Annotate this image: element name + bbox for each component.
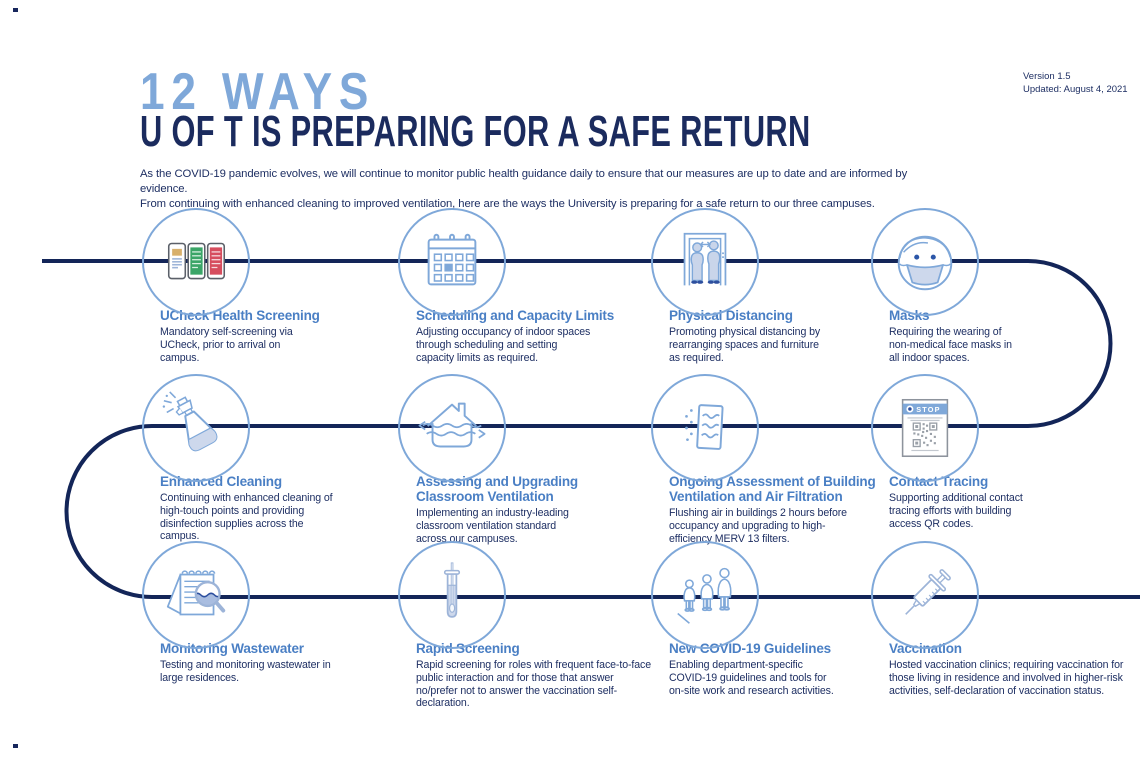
item-circle — [871, 541, 979, 649]
air-filter-icon — [668, 391, 742, 465]
item-circle — [142, 541, 250, 649]
item-monitoring-wastewater — [142, 541, 342, 685]
item-title: Rapid Screening — [416, 641, 520, 656]
item-desc: Testing and monitoring wastewater in large residences. — [160, 659, 331, 684]
item-ucheck-health-screening — [142, 208, 322, 364]
item-title: Assessing and Upgrading Classroom Ventilation — [416, 474, 578, 505]
item-circle — [398, 541, 506, 649]
item-new-covid-guidelines — [651, 541, 836, 697]
intro-line2: From continuing with enhanced cleaning to improved ventilation, here are the ways the University is preparing for a safe return to our three campuses. — [140, 197, 875, 210]
mask-face-icon — [888, 225, 962, 299]
item-scheduling-capacity-limits — [398, 208, 623, 364]
syringe-icon — [888, 558, 962, 632]
item-enhanced-cleaning — [142, 374, 337, 543]
item-circle — [651, 374, 759, 482]
intro-paragraph — [140, 167, 950, 212]
item-circle — [398, 208, 506, 316]
page-title-line1: 12 WAYS — [140, 63, 376, 121]
item-desc: Mandatory self-screening via UCheck, prior to arrival on campus. — [160, 326, 293, 364]
item-classroom-ventilation — [398, 374, 586, 545]
item-masks — [871, 208, 1021, 364]
item-circle — [142, 208, 250, 316]
item-desc: Enabling department-specific COVID-19 guidelines and tools for on-site work and research activities. — [669, 659, 834, 697]
item-title: Scheduling and Capacity Limits — [416, 308, 615, 323]
test-tube-icon — [415, 558, 489, 632]
item-vaccination — [871, 541, 1135, 697]
item-circle — [871, 374, 979, 482]
item-desc: Hosted vaccination clinics; requiring vaccination for those living in residence and involved in higher-risk activities, self-declaration of vaccination status. — [889, 659, 1124, 697]
house-ventilation-icon — [415, 391, 489, 465]
updated-label: Updated: August 4, 2021 — [1023, 84, 1128, 96]
item-desc: Continuing with enhanced cleaning of high-touch points and providing disinfection supplies across the campus. — [160, 492, 333, 543]
item-desc: Promoting physical distancing by rearranging spaces and furniture as required. — [669, 326, 821, 364]
item-title: Masks — [889, 308, 930, 323]
item-title: Vaccination — [889, 641, 962, 656]
item-circle — [651, 208, 759, 316]
item-title: Monitoring Wastewater — [160, 641, 304, 656]
item-circle — [142, 374, 250, 482]
item-title: Physical Distancing — [669, 308, 793, 323]
qr-poster-icon — [888, 391, 962, 465]
page-title-line2: U OF T IS PREPARING FOR A SAFE RETURN — [140, 107, 811, 156]
item-title: Ongoing Assessment of Building Ventilation and Air Filtration — [669, 474, 876, 505]
item-building-ventilation-filtration — [651, 374, 879, 545]
item-desc: Rapid screening for roles with frequent face-to-face public interaction and for those that answer no/prefer not to answer the vaccination self-declaration. — [416, 659, 652, 710]
item-desc: Flushing air in buildings 2 hours before occupancy and upgrading to high-efficiency MERV 13 filters. — [669, 507, 847, 545]
item-rapid-screening — [398, 541, 656, 710]
crop-mark — [13, 744, 18, 748]
item-desc: Implementing an industry-leading classroom ventilation standard across our campuses. — [416, 507, 569, 545]
item-desc: Supporting additional contact tracing efforts with building access QR codes. — [889, 492, 1023, 530]
item-contact-tracing — [871, 374, 1031, 530]
people-group-icon — [668, 558, 742, 632]
version-info — [1023, 70, 1128, 97]
wastewater-notepad-icon — [159, 558, 233, 632]
ucheck-phones-icon — [159, 225, 233, 299]
physical-distancing-icon — [668, 225, 742, 299]
item-desc: Adjusting occupancy of indoor spaces through scheduling and setting capacity limits as required. — [416, 326, 591, 364]
calendar-icon — [415, 225, 489, 299]
item-desc: Requiring the wearing of non-medical face masks in all indoor spaces. — [889, 326, 1012, 364]
item-title: UCheck Health Screening — [160, 308, 320, 323]
spray-bottle-icon — [159, 391, 233, 465]
item-physical-distancing — [651, 208, 821, 364]
item-circle — [651, 541, 759, 649]
version-label: Version 1.5 — [1023, 71, 1071, 82]
item-title: Enhanced Cleaning — [160, 474, 282, 489]
item-circle — [398, 374, 506, 482]
item-title: New COVID-19 Guidelines — [669, 641, 831, 656]
item-title: Contact Tracing — [889, 474, 989, 489]
intro-line1: As the COVID-19 pandemic evolves, we will continue to monitor public health guidance daily to ensure that our measures are up to date and are informed by evidence. — [140, 168, 908, 195]
crop-mark — [13, 8, 18, 12]
item-circle — [871, 208, 979, 316]
qr-poster-stop-label: STOP — [916, 405, 941, 415]
